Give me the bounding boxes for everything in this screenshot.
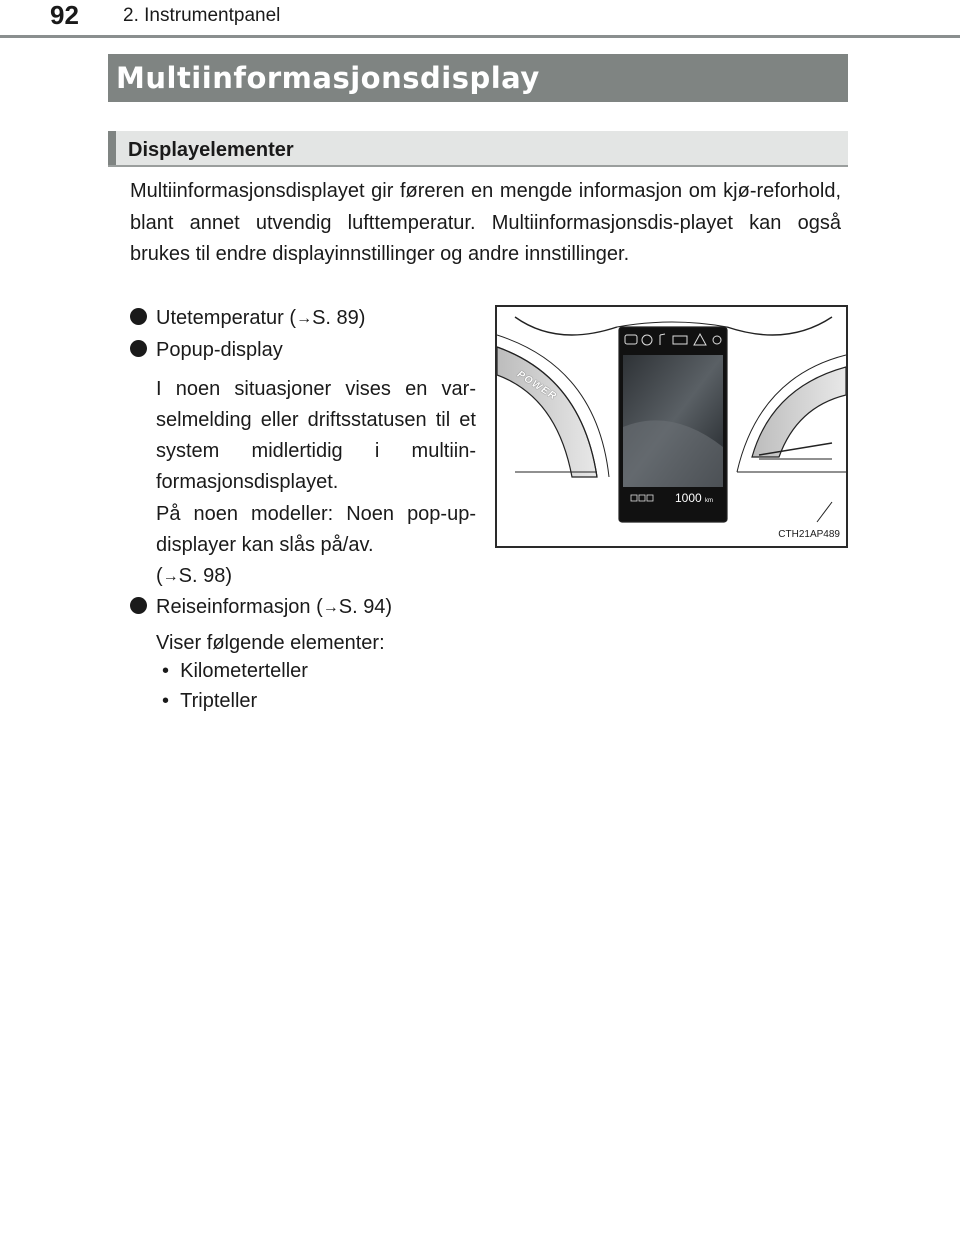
list-item-trip-info: [130, 592, 392, 623]
sub-list-item: [162, 656, 308, 686]
instrument-cluster-figure: [495, 305, 848, 548]
page-reference-link[interactable]: S. 94): [338, 596, 393, 618]
intro-paragraph: Multiinformasjonsdisplayet gir føreren en mengde informasjon om kjø-reforhold, blant annet utvendig lufttemperatur. Multiinformasjonsdis-playet kan også brukes til endre displayinnstillinger og andre innstillinger.: [130, 180, 841, 265]
callout-line: [817, 502, 832, 522]
sub-item-label: Kilometerteller: [180, 660, 308, 682]
page-number: 92: [50, 0, 79, 30]
figure-code: CTH21AP489: [778, 529, 840, 540]
small-bullet-icon: •: [162, 660, 170, 682]
cluster-illustration: [497, 307, 846, 546]
hood-line-left: [515, 317, 617, 335]
power-gauge: [497, 347, 597, 477]
popup-reference: [156, 561, 232, 592]
arrow-icon: →: [322, 599, 339, 616]
arrow-icon: →: [296, 310, 313, 327]
item-label: Utetemperatur (: [156, 307, 297, 329]
chapter-title: 2. Instrumentpanel: [123, 5, 281, 26]
subsection-divider: [108, 165, 848, 167]
power-label: POWER: [515, 369, 559, 403]
odometer-unit: km: [705, 498, 714, 504]
bullet-icon: [130, 597, 147, 614]
subsection-accent: [108, 131, 116, 167]
section-title: Multiinformasjonsdisplay: [116, 61, 540, 95]
popup-description: I noen situasjoner vises en var-selmelding eller driftsstatusen til et system midlertidig i multiin-formasjonsdisplayet.: [156, 378, 476, 493]
sub-list-item: [162, 686, 257, 716]
bullet-icon: [130, 340, 147, 357]
page-reference-link[interactable]: S. 89): [312, 307, 366, 329]
odometer-readout: [675, 491, 713, 508]
sub-item-label: Tripteller: [180, 690, 258, 712]
trip-intro: Viser følgende elementer:: [156, 632, 385, 654]
popup-models-note: På noen modeller: Noen pop-up-displayer kan slås på/av.: [156, 503, 476, 556]
item-label: Popup-display: [156, 339, 283, 361]
hood-line-right: [727, 317, 832, 335]
header-divider: [0, 35, 960, 38]
list-item-outside-temp: [130, 303, 365, 334]
bullet-icon: [130, 308, 147, 325]
arrow-icon: →: [162, 568, 179, 585]
item-label: Reiseinformasjon (: [156, 596, 323, 618]
list-item-popup-display: [130, 335, 283, 365]
odometer-value: 1000: [675, 491, 702, 505]
paren-open: (: [156, 565, 163, 587]
hood-line-center: [617, 322, 727, 327]
small-bullet-icon: •: [162, 690, 170, 712]
subsection-title: Displayelementer: [128, 139, 294, 161]
page-reference-link[interactable]: S. 98): [178, 565, 233, 587]
